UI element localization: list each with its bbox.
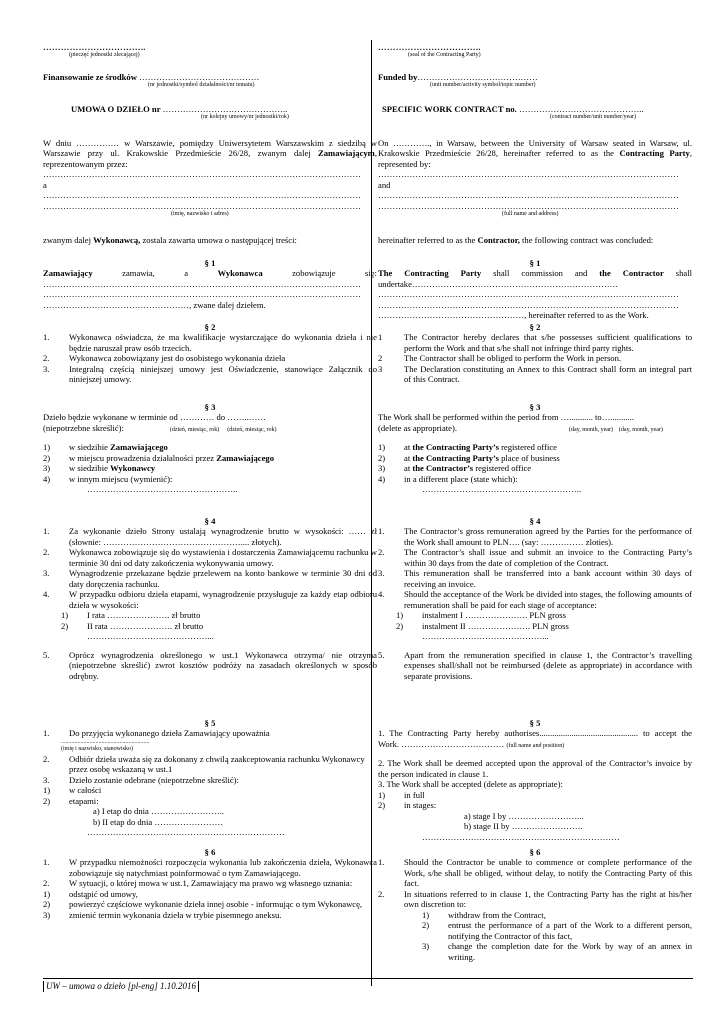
list-item <box>61 610 377 620</box>
list-item <box>378 889 692 910</box>
list-text: instalment II …………………. PLN gross <box>422 620 569 631</box>
list-text: etapami: <box>69 795 99 806</box>
list-item <box>43 364 377 385</box>
list-text: Wykonawca zobowiązuje się do wystawienia i dostarczenia Zamawiającemu rachunku w terminie 30 dni od daty zakończenia wykonywania umowy. <box>69 547 377 568</box>
list-text: w miejscu prowadzenia działalności przez <box>69 452 217 463</box>
list-text: w siedzibie <box>69 442 111 453</box>
list-number: 3) <box>378 463 386 474</box>
list-number: 2) <box>378 800 386 811</box>
section-4 <box>43 516 377 681</box>
list-text: I rata …………………. zł brutto <box>87 610 201 621</box>
list-item <box>43 442 377 452</box>
section-4-en: § 4 1. The Contractor’s gross remuneration agreed by the Parties for the performance of the Work shall amount to PLN…. (say: …………… zloties). 2. The Contractor’s shall issue and submit an invoice to the Contracting Party’s within 30 days from the date of completion of the Contract. 3. This remuneration shall be transferred into a bank account within 30 days of receiving an invoice. 4. Should the acceptance of the Work be divided into stages, the following amounts of remuneration shall be paid for each stage of acceptance: 1) instalment I …………………. PLN gross 2) instalment II …………………. PLN gross ……………………………………... 5. Apart from the remuneration specified in clause 1, the Contractor’s travelling expenses shall/shall not be reimbursed (delete as appropriate) in accordance with separate provisions. <box>378 516 692 681</box>
list-item <box>61 621 377 631</box>
contract-number-field[interactable]: …………………………………….. <box>160 104 288 114</box>
list-text: Wykonawca zobowiązany jest do osobistego wykonania dzieła <box>69 353 286 364</box>
list-number: 2. <box>43 353 50 364</box>
work-description-field-en-2[interactable]: …………………………………………………………………………………………… <box>378 299 679 310</box>
list-text: withdraw from the Contract, <box>448 909 546 920</box>
list-text: registered office <box>473 463 532 474</box>
list-number: 2) <box>43 795 51 806</box>
section-3-title: § 3 <box>204 402 216 412</box>
stage-2-field-en[interactable]: b) stage II by ……………………. <box>464 821 583 832</box>
list-text: Zamawiającego <box>216 452 274 463</box>
rate-field[interactable]: ……………………………………... <box>87 631 214 642</box>
list-number: 2) <box>396 620 404 631</box>
funding-block-en: Funded by…………………………………… (unit number/activity symbol/topic number) <box>378 72 538 89</box>
list-number: 3 <box>378 363 383 374</box>
list-text: Wynagrodzenie przekazane będzie przelewem na konto bankowe w terminie 30 dni od daty doręczenia rachunku. <box>69 568 377 589</box>
list-number: 1. <box>43 332 50 343</box>
list-item <box>378 800 692 810</box>
list-item <box>43 332 377 353</box>
rate-field-en[interactable]: ……………………………………... <box>422 631 549 642</box>
list-number: 3) <box>43 909 51 920</box>
list-text: the Contracting Party’s <box>412 442 499 453</box>
list-item <box>43 785 377 795</box>
authorised-person-field[interactable]: ........................................................... <box>61 738 150 745</box>
list-number: 1) <box>378 789 386 800</box>
funding-field[interactable]: …………………………………… <box>136 72 260 82</box>
list-number: 1) <box>43 888 51 899</box>
list-number: 2) <box>61 620 69 631</box>
list-text: The Contractor shall be obliged to perform the Work in person. <box>404 353 622 364</box>
funding-label: Finansowanie ze środków <box>43 72 137 82</box>
list-text: instalment I …………………. PLN gross <box>422 610 566 621</box>
list-number: 1) <box>422 909 430 920</box>
list-item <box>422 910 692 920</box>
contractor-intro: zwanym dalej Wykonawcą, zostala zawarta umowa o następującej treści: <box>43 235 297 245</box>
list-text: at <box>404 442 413 453</box>
contract-title: UMOWA O DZIEŁO nr <box>71 104 161 114</box>
seal-block <box>43 42 377 60</box>
section-2-en: § 2 1 The Contractor hereby declares that s/he possesses sufficient qualifications to perform the Work and that s/he shall not infringe third party rights. 2 The Contractor shall be obliged to perform the Work in person. 3 The Declaration constituting an Annex to this Contract shall form an integral part of this Contract. <box>378 322 692 385</box>
list-item <box>378 353 692 363</box>
list-item <box>43 857 377 878</box>
list-number: 4) <box>378 473 386 484</box>
list-text: w innym miejscu (wymienić): <box>69 473 173 484</box>
list-text: zmienić termin wykonania dzieła w trybie pisemnego aneksu. <box>69 909 282 920</box>
list-item <box>43 889 377 899</box>
list-text: Wykonawca oświadcza, że ma kwalifikacje wystarczające do wykonania dzieła i nie będzie naruszał praw osób trzecich. <box>69 332 377 353</box>
seal-caption: (pieczęć jednostki zlecającej) <box>69 52 140 59</box>
work-description-field-2[interactable]: ………………………………………………………………………………………………… <box>43 289 361 300</box>
funding-block <box>43 72 377 90</box>
list-text: w siedzibie <box>69 463 111 474</box>
section-6 <box>43 847 377 920</box>
list-text: The Declaration constituting an Annex to this Contract shall form an integral part of this Contract. <box>404 363 692 385</box>
work-description-field-1[interactable]: ………………………………………………………………………………………………… <box>43 278 361 289</box>
list-number: 2. <box>378 888 385 899</box>
list-text: Should the Contractor be unable to commence or complete performance of the Work, s/he shall be obliged, without delay, to notify the Contracting Party of this fact. <box>404 857 692 889</box>
list-text: at <box>404 463 413 474</box>
stage-1-field-en[interactable]: a) stage I by ……………………... <box>464 810 584 821</box>
list-number: 2) <box>422 920 430 931</box>
list-text: odstąpić od umowy, <box>69 888 138 899</box>
list-text: at <box>404 452 413 463</box>
section-1-title: § 1 <box>204 258 216 268</box>
list-text: entrust the performance of a part of the Work to a different person, notifying the Contractor of this fact, <box>448 920 692 941</box>
list-text: change the completion date for the Work by way of an annex in writing. <box>448 941 692 962</box>
list-number: 1) <box>396 610 404 621</box>
funding-caption: (nr jednostki/symbol działalności/nr tematu) <box>148 82 255 89</box>
list-item <box>378 442 692 452</box>
contractor-field-en-2[interactable]: …………………………………………………………………………………………… <box>378 200 679 211</box>
contractor-intro-en: hereinafter referred to as the Contractor, the following contract was concluded: <box>378 235 654 245</box>
list-item <box>43 568 377 589</box>
contract-number-block <box>43 104 377 122</box>
work-description-field-en-1[interactable]: …………………………………………………………………………………………… <box>378 289 679 300</box>
contractor-field-1[interactable]: ………………………………………………………………………………………………… <box>43 190 361 201</box>
list-text: Wykonawcy <box>110 463 156 474</box>
list-text: II rata …………………. zł brutto <box>87 620 204 631</box>
section-5: § 5 1. Do przyjęcia wykonanego dzieła Zamawiający upoważnia ........................................................... (imię i nazwisko, stanowisko) 2. Odbiór dzieła uważa się za dokonany z chwilą zaakceptowania rachunku Wykonawcy przez osobę wskazaną w ust.1 3. Dzieło zostanie odebrane (niepotrzebne skreślić): 1) w całości 2) etapami: a) I etap do dnia …………………….. b) II etap do dnia …………………… …………………………………………………………… <box>43 718 377 837</box>
list-number: 3. <box>378 568 385 579</box>
list-item <box>378 547 692 568</box>
section-1-en: § 1 The Contracting Party shall commission and the Contractor shall undertake……………………………………………………………… …………………………………………………………………………………………… …………………………………………………………………………………………… ……………………………………………, hereinafter referred to as the Work. <box>378 258 692 321</box>
footer-label: UW – umowa o dzieło [pl-eng] 1.10.2016 <box>43 981 199 992</box>
section-2-title: § 2 <box>204 322 216 332</box>
other-place-field[interactable]: …………………………………………….. <box>87 484 238 495</box>
list-number: 3. <box>43 568 50 579</box>
section-1: § 1 Zamawiający zamawia, a Wykonawca zobowiązuje się: ………………………………………………………………………………………………… ………………………………………………………………………………………………… ……………………………………………, zwane dalej dziełem. <box>43 258 377 310</box>
list-item <box>378 332 692 353</box>
list-text: the Contracting Party’s <box>412 452 499 463</box>
representative-field[interactable]: ………………………………………………………………………………………………… <box>43 169 361 180</box>
list-number: 3. <box>43 363 50 374</box>
list-number: 4. <box>43 589 50 600</box>
list-item <box>378 453 692 463</box>
list-number: 2) <box>43 899 51 910</box>
list-number: 2) <box>378 452 386 463</box>
list-text: in stages: <box>404 800 437 811</box>
list-item <box>43 526 377 547</box>
list-text: the Contractor’s <box>412 463 474 474</box>
list-number: 3) <box>43 463 51 474</box>
section-3-en: § 3 The Work shall be performed within the period from …........... to…........... (delete as appropriate). (day, month, year) (day, month, year) 1) at the Contracting Party’s registered office 2) at the Contracting Party’s place of business 3) at the Contractor’s registered office 4) in a different place (state which): ……………………………………………….. <box>378 402 692 495</box>
list-number: 2. <box>43 547 50 558</box>
list-item <box>378 364 692 385</box>
section-3: § 3 Dzieło będzie wykonane w terminie od ………… do ……..…… (niepotrzebne skreślić): (dzień, miesiąc, rok) (dzień, miesiąc, rok) 1) w siedzibie Zamawiającego 2) w miejscu prowadzenia działalności przez Zamawiającego 3) w siedzibie Wykonawcy 4) w innym miejscu (wymienić): …………………………………………….. <box>43 402 377 495</box>
list-text: Zamawiającego <box>110 442 168 453</box>
list-item <box>378 568 692 589</box>
stage-2-field[interactable]: b) II etap do dnia …………………… <box>93 816 224 827</box>
section-5-title: § 5 <box>204 718 216 728</box>
list-item <box>43 474 377 484</box>
list-number: 1) <box>43 785 51 796</box>
section-4-rates <box>43 610 377 631</box>
section-4-list <box>43 526 377 610</box>
contract-caption: (nr kolejny umowy/nr jednostki/rok) <box>201 114 289 121</box>
contractor-field-2[interactable]: ………………………………………………………………………………………………… <box>43 200 361 211</box>
list-number: 2 <box>378 353 383 364</box>
list-text: This remuneration shall be transferred into a bank account within 30 days of receiving an invoice. <box>404 568 692 589</box>
list-item <box>378 463 692 473</box>
list-text: in full <box>404 789 425 800</box>
list-number: 1) <box>61 610 69 621</box>
list-text: registered office <box>498 442 557 453</box>
section-6-en: § 6 1. Should the Contractor be unable to commence or complete performance of the Work, s/he shall be obliged, without delay, to notify the Contracting Party of this fact. 2. In situations referred to in clause 1, the Contracting Party has the right at his/her own discretion to: 1) withdraw from the Contract, 2) entrust the performance of a part of the Work to a different person, notifying the Contractor of this fact, 3) change the completion date for the Work by way of an annex in writing. <box>378 847 692 962</box>
list-item <box>43 463 377 473</box>
list-item <box>378 589 692 610</box>
list-item <box>378 857 692 888</box>
list-text: In situations referred to in clause 1, the Contracting Party has the right at his/her own discretion to: <box>404 888 692 910</box>
list-text: W przypadku odbioru dzieła etapami, wynagrodzenie przysługuje za każdy etap odbioru dzieła w wysokości: <box>69 589 377 610</box>
section-4-title: § 4 <box>204 516 216 526</box>
contract-number-block-en: SPECIFIC WORK CONTRACT no. …………………………………….. (contract number/unit number/year) <box>382 104 644 121</box>
list-number: 1 <box>378 332 383 343</box>
list-item <box>43 453 377 463</box>
list-text: powierzyć częściowe wykonanie dzieła innej osobie - informując o tym Wykonawcę, <box>69 899 363 910</box>
list-text: place of business <box>498 452 560 463</box>
intro-paragraph: W dniu …………… w Warszawie, pomiędzy Uniwersytetem Warszawskim z siedzibą w Warszawie przy ul. Krakowskie Przedmieście 26/28, zwanym dalej Zamawiającym, reprezentowanym przez: ………………………………………………………………………………………………… a ………………………………………………………………………………………………… ………………………………………………………………………………………………… (imię, nazwisko i adres) <box>43 138 377 218</box>
list-number: 1) <box>378 442 386 453</box>
list-text: The Contractor hereby declares that s/he possesses sufficient qualifications to perform the Work and that s/he shall not infringe third party rights. <box>404 332 692 353</box>
list-item <box>43 547 377 568</box>
list-number: 1. <box>378 857 385 868</box>
stage-1-field[interactable]: a) I etap do dnia …………………….. <box>93 806 225 817</box>
seal-block-en: …………………………….. (seal of the Contracting Party) <box>378 42 481 59</box>
list-number: 3) <box>422 941 430 952</box>
list-number: 1. <box>43 857 50 868</box>
section-4-item-5: 5. Oprócz wynagrodzenia określonego w ust.1 Wykonawca otrzyma/ nie otrzyma (niepotrzebne skreślić) zwrot kosztów podróży na zasadach określonych w sposób odrębny. <box>43 649 377 681</box>
list-text: W sytuacji, o której mowa w ust.1, Zamawiający ma prawo wg własnego uznania: <box>69 878 353 889</box>
list-item <box>396 621 692 631</box>
list-item <box>378 790 692 800</box>
list-item <box>422 920 692 941</box>
footer-rule <box>43 978 693 979</box>
list-text: The Contractor’s gross remuneration agreed by the Parties for the performance of the Work shall amount to PLN…. (say: …………… zloties). <box>404 526 692 547</box>
list-text: Should the acceptance of the Work be divided into stages, the following amounts of remuneration shall be paid for each stage of acceptance: <box>404 589 692 610</box>
list-item <box>378 526 692 547</box>
section-3-list <box>43 442 377 484</box>
list-item <box>396 610 692 620</box>
section-5-en: § 5 1. The Contracting Party hereby authorises.............................................. to accept the Work. ……………………………… (full name and position) 2. The Work shall be deemed accepted upon the approval of the Contractor’s invoice by the person indicated in clause 1. 3. The Work shall be accepted (delete as appropriate): 1) in full 2) in stages: a) stage I by ……………………... b) stage II by ……………………. …………………………………………………………… <box>378 718 692 842</box>
list-number: 2. <box>378 547 385 558</box>
representative-field-en[interactable]: …………………………………………………………………………………………… <box>378 169 679 180</box>
list-item <box>378 474 692 484</box>
section-6-title: § 6 <box>204 847 216 857</box>
list-text: Integralną częścią niniejszej umowy jest Oświadczenie, stanowiące Załącznik do niniejszej umowy. <box>69 363 377 385</box>
list-number: 1. <box>43 526 50 537</box>
list-item <box>43 899 377 909</box>
list-item <box>43 589 377 610</box>
section-2 <box>43 322 377 385</box>
intro-paragraph-en: On …………., in Warsaw, between the University of Warsaw seated in Warsaw, ul. Krakowskie Przedmieście 26/28, hereinafter referred to as the Contracting Party, represented by: …………………………………………………………………………………………… and …………………………………………………………………………………………… …………………………………………………………………………………………… (full name and address) <box>378 138 692 218</box>
list-number: 1) <box>43 442 51 453</box>
other-place-field-en[interactable]: ……………………………………………….. <box>422 484 581 495</box>
list-item <box>43 353 377 363</box>
funded-field[interactable]: …………………………………… <box>417 72 538 82</box>
list-item <box>43 878 377 888</box>
list-text: w całości <box>69 785 102 796</box>
list-number: 4. <box>378 589 385 600</box>
seal-dots: …………………………….. <box>43 42 146 52</box>
list-item <box>43 796 377 806</box>
list-text: in a different place (state which): <box>404 473 518 484</box>
list-number: 4) <box>43 473 51 484</box>
list-item <box>422 941 692 962</box>
list-text: W przypadku niemożności rozpoczęcia wykonania lub zakończenia dzieła, Wykonawca zobowiązuje się natychmiast poinformować o tym Zamawiającego. <box>69 857 377 878</box>
list-item <box>43 910 377 920</box>
list-text: Za wykonanie dzieło Strony ustalają wynagrodzenie brutto w wysokości: …… zł (słownie: ………………………………………….... złotych). <box>69 526 377 547</box>
contractor-field-en-1[interactable]: …………………………………………………………………………………………… <box>378 190 679 201</box>
name-caption: (imię, nazwisko i adres) <box>171 211 229 218</box>
list-number: 1. <box>378 526 385 537</box>
contract-number-field-en[interactable]: …………………………………….. <box>516 104 644 114</box>
section-2-list <box>43 332 377 384</box>
list-number: 2. <box>43 878 50 889</box>
list-number: 2) <box>43 452 51 463</box>
list-text: The Contractor’s shall issue and submit an invoice to the Contracting Party’s within 30 days from the date of completion of the Contract. <box>404 547 692 568</box>
